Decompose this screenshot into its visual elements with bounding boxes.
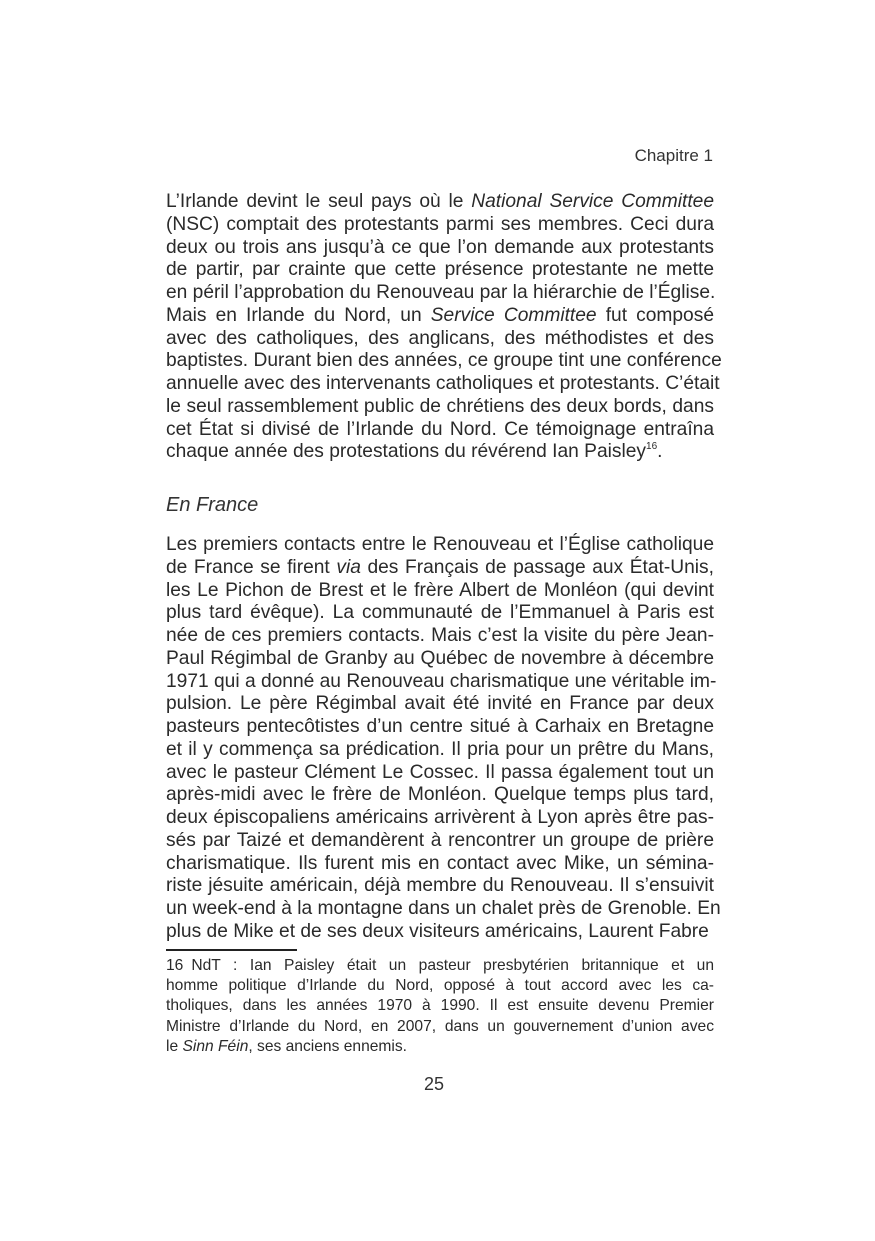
text-line: (NSC) comptait des protestants parmi ses membres. Ceci dura [166, 213, 714, 235]
text-line: deux ou trois ans jusqu’à ce que l’on demande aux protestants [166, 236, 714, 258]
footnote-separator [166, 949, 297, 951]
footnote-line: homme politique d’Irlande du Nord, opposé à tout accord avec les ca- [166, 977, 714, 995]
italic-term: Sinn Féin [182, 1037, 249, 1055]
text-line: en péril l’approbation du Renouveau par la hiérarchie de l’Église. [166, 282, 716, 303]
text-line: chaque année des protestations du révérend Ian Paisley$^{16}$. [166, 441, 663, 463]
italic-term: via [336, 556, 361, 578]
paragraph-france [166, 534, 721, 944]
text-line: Paul Régimbal de Granby au Québec de novembre à décembre [166, 647, 714, 669]
text-line: un week-end à la montagne dans un chalet près de Grenoble. En [166, 898, 721, 919]
text-line: après-midi avec le frère de Monléon. Quelque temps plus tard, [166, 784, 714, 806]
section-heading: En France [166, 494, 259, 516]
footnote-line: Ministre d’Irlande du Nord, en 2007, dans un gouvernement d’union avec [166, 1017, 714, 1035]
footnote-line: le Sinn Féin, ses anciens ennemis. [166, 1037, 407, 1055]
footnote-number: 16 [166, 957, 184, 974]
page-number: 25 [423, 1074, 445, 1094]
italic-term: National Service Committee [471, 191, 714, 212]
footnote-reference[interactable]: 16 [646, 441, 658, 453]
text-line: Mais en Irlande du Nord, un Service Committee fut composé [166, 304, 714, 326]
text-line: de France se firent via des Français de passage aux État-Unis, [166, 556, 714, 578]
text-line: 1971 qui a donné au Renouveau charismatique une véritable im- [166, 670, 717, 692]
text-line: de partir, par crainte que cette présence protestante ne mette [166, 259, 714, 281]
text-line: les Le Pichon de Brest et le frère Albert de Monléon (qui devint [166, 579, 714, 601]
text-line: cet État si divisé de l’Irlande du Nord. Ce témoignage entraîna [166, 418, 714, 440]
text-line: deux épiscopaliens américains arrivèrent à Lyon après être pas- [166, 807, 714, 828]
text-line: plus tard évêque). La communauté de l’Emmanuel à Paris est [166, 602, 714, 624]
footnote-line: tholiques, dans les années 1970 à 1990. Il est ensuite devenu Premier [166, 997, 714, 1015]
text-line: pulsion. Le père Régimbal avait été invité en France par deux [166, 693, 714, 715]
running-head: Chapitre 1 [634, 146, 713, 165]
italic-term: Service Committee [430, 304, 597, 326]
text-line: riste jésuite américain, déjà membre du Renouveau. Il s’ensuivit [166, 875, 714, 897]
footnote-line: 16 NdT : Ian Paisley était un pasteur presbytérien britannique et un [166, 957, 714, 974]
text-line: annuelle avec des intervenants catholiques et protestants. C’était [166, 373, 720, 394]
text-line: le seul rassemblement public de chrétiens des deux bords, dans [166, 395, 714, 417]
text-line: avec le pasteur Clément Le Cossec. Il passa également tout un [166, 761, 714, 783]
text-line: et il y commença sa prédication. Il pria pour un prêtre du Mans, [166, 738, 714, 760]
paragraph-ireland [166, 191, 722, 464]
text-line: avec des catholiques, des anglicans, des méthodistes et des [166, 327, 714, 349]
text-line: baptistes. Durant bien des années, ce groupe tint une conférence [166, 350, 722, 372]
text-line: plus de Mike et de ses deux visiteurs américains, Laurent Fabre [166, 920, 709, 942]
text-line: pasteurs pentecôtistes d’un centre situé à Carhaix en Bretagne [166, 716, 714, 737]
footnote [166, 956, 714, 1057]
text-line: charismatique. Ils furent mis en contact avec Mike, un sémina- [166, 852, 714, 874]
text-line: née de ces premiers contacts. Mais c’est la visite du père Jean- [166, 625, 714, 646]
text-line: L’Irlande devint le seul pays où le National Service Committee [166, 191, 714, 212]
text-line: sés par Taizé et demandèrent à rencontrer un groupe de prière [166, 829, 714, 851]
text-line: Les premiers contacts entre le Renouveau et l’Église catholique [166, 534, 714, 555]
